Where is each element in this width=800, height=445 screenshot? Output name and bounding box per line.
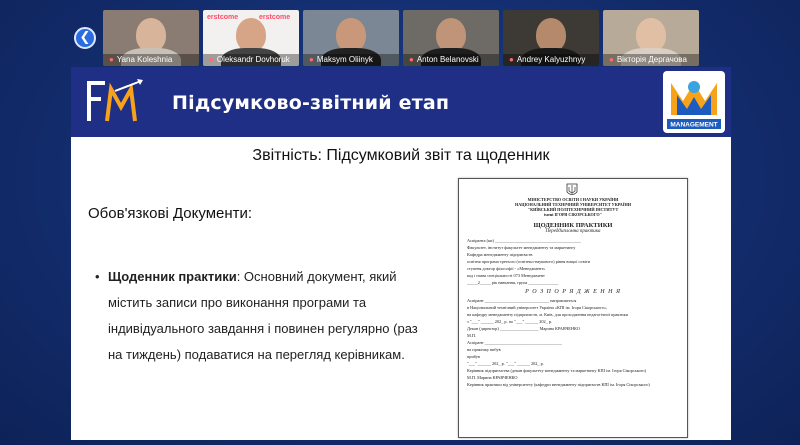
doc-line: код і назва спеціальності 073 Менеджмент: [467, 273, 545, 278]
doc-header-line: МІНІСТЕРСТВО ОСВІТИ І НАУКИ УКРАЇНИ: [527, 197, 619, 202]
doc-header-line: НАЦІОНАЛЬНИЙ ТЕХНІЧНИЙ УНІВЕРСИТЕТ УКРАЇНИ: [515, 202, 631, 207]
slide-header: [71, 67, 731, 137]
doc-line: Декан (директор) __________________ Марина КРАВЧЕНКО: [467, 326, 580, 331]
ukraine-coat-of-arms-icon: [566, 183, 578, 197]
required-docs-heading: Обов'язкові Документи:: [88, 205, 253, 222]
participant-video: [436, 18, 466, 52]
participant-video: [236, 18, 266, 52]
doc-header-line: "КИЇВСЬКИЙ ПОЛІТЕХНІЧНИЙ ІНСТИТУТ: [527, 207, 619, 212]
bullet-diary: [95, 264, 425, 368]
participant-name: Вікторія Дергачова: [616, 55, 687, 64]
mic-muted-icon: ●: [109, 55, 114, 64]
participant-tile[interactable]: [603, 10, 699, 66]
slide-header-title: Підсумково-звітний етап: [172, 92, 450, 114]
participant-tile[interactable]: [503, 10, 599, 66]
participant-name: Andrey Kalyuzhnyy: [516, 55, 586, 64]
participant-background-logo: erstcome: [207, 14, 239, 21]
participant-name: Anton Belanovski: [416, 55, 479, 64]
slide-title: Звітність: Підсумковий звіт та щоденник: [252, 147, 550, 164]
participant-tile[interactable]: [103, 10, 199, 66]
bullet-description: : Основний документ, який містить записи про виконання програми та індивідуального завдання і повинен регулярно (раз на тиждень) подаватися на перегляд керівникам.: [108, 269, 418, 362]
doc-subtitle: Переддипломна практика: [545, 229, 601, 234]
doc-title: ЩОДЕННИК ПРАКТИКИ: [533, 222, 613, 229]
doc-line: Аспірант ______________________________ направляється: [467, 298, 577, 303]
doc-line: М.П. Марина КРАВЧЕНКО: [467, 375, 518, 380]
mic-muted-icon: ●: [409, 55, 414, 64]
fm-logo-icon: [85, 77, 145, 127]
doc-line: Факультет, інститут факультет менеджменту та маркетингу: [467, 245, 576, 250]
participant-name: Oleksandr Dovhoruk: [216, 55, 290, 64]
doc-line: в Національний технічний університет України «КПІ ім. Ігоря Сікорського»,: [467, 305, 608, 310]
mic-muted-icon: ●: [309, 55, 314, 64]
participant-video: [136, 18, 166, 52]
doc-line: Аспіранта (ки) ________________________________________: [467, 238, 581, 243]
practice-diary-document: [458, 178, 688, 438]
bullet-bold-term: Щоденник практики: [108, 269, 237, 284]
participant-tile[interactable]: [303, 10, 399, 66]
management-logo-text: MANAGEMENT: [670, 121, 718, 129]
participant-background-logo: erstcome: [259, 14, 291, 21]
participant-tile[interactable]: [403, 10, 499, 66]
doc-line: Аспірант ____________________________________: [467, 340, 563, 345]
doc-line: на кафедру менеджменту підприємств, м. Київ, для проходження педагогічної практики: [467, 312, 628, 317]
doc-line: прибув: [467, 354, 480, 359]
doc-line: ступеня доктор філософії - «Менеджмент»: [467, 266, 546, 271]
doc-line: Керівник підприємства (декан факультету менеджменту та маркетингу КПІ ім. Ігоря Сікорського): [467, 368, 646, 373]
participant-video: [636, 18, 666, 52]
participant-video: [536, 18, 566, 52]
shared-slide: [71, 67, 731, 440]
mic-muted-icon: ●: [609, 55, 614, 64]
doc-line: Кафедра менеджменту підприємств: [467, 252, 533, 257]
bullet-dot-icon: •: [95, 269, 100, 284]
doc-line: "___" ______ 202_ р. "___" ______ 202_ р.: [467, 361, 544, 366]
participant-video: [336, 18, 366, 52]
mic-muted-icon: ●: [209, 55, 214, 64]
back-arrow-button[interactable]: ❮: [74, 27, 96, 49]
doc-line: освітня програма третього (освітньо-наукового) рівня вищої освіти: [467, 259, 591, 264]
participant-name: Maksym Oliinyk: [316, 55, 373, 64]
doc-line: на практику вибув: [467, 347, 501, 352]
doc-line: з "___" ______ 202_ р. по "___" ______ 202_ р.: [467, 319, 553, 324]
doc-line: М.П.: [467, 333, 477, 338]
doc-line: Керівник практики від університету (кафедри менеджменту підприємств КПІ ім. Ігоря Сікорського): [467, 382, 650, 387]
doc-order-heading: Р О З П О Р Я Д Ж Е Н Н Я: [525, 289, 621, 295]
doc-line: _____2_____ рік навчання, група ______________: [467, 280, 559, 285]
participant-tile[interactable]: [203, 10, 299, 66]
doc-header-line: імені ІГОРЯ СІКОРСЬКОГО": [544, 212, 602, 217]
participant-name: Yana Koleshnia: [116, 55, 173, 64]
mic-muted-icon: ●: [509, 55, 514, 64]
management-logo-icon: [663, 71, 725, 133]
